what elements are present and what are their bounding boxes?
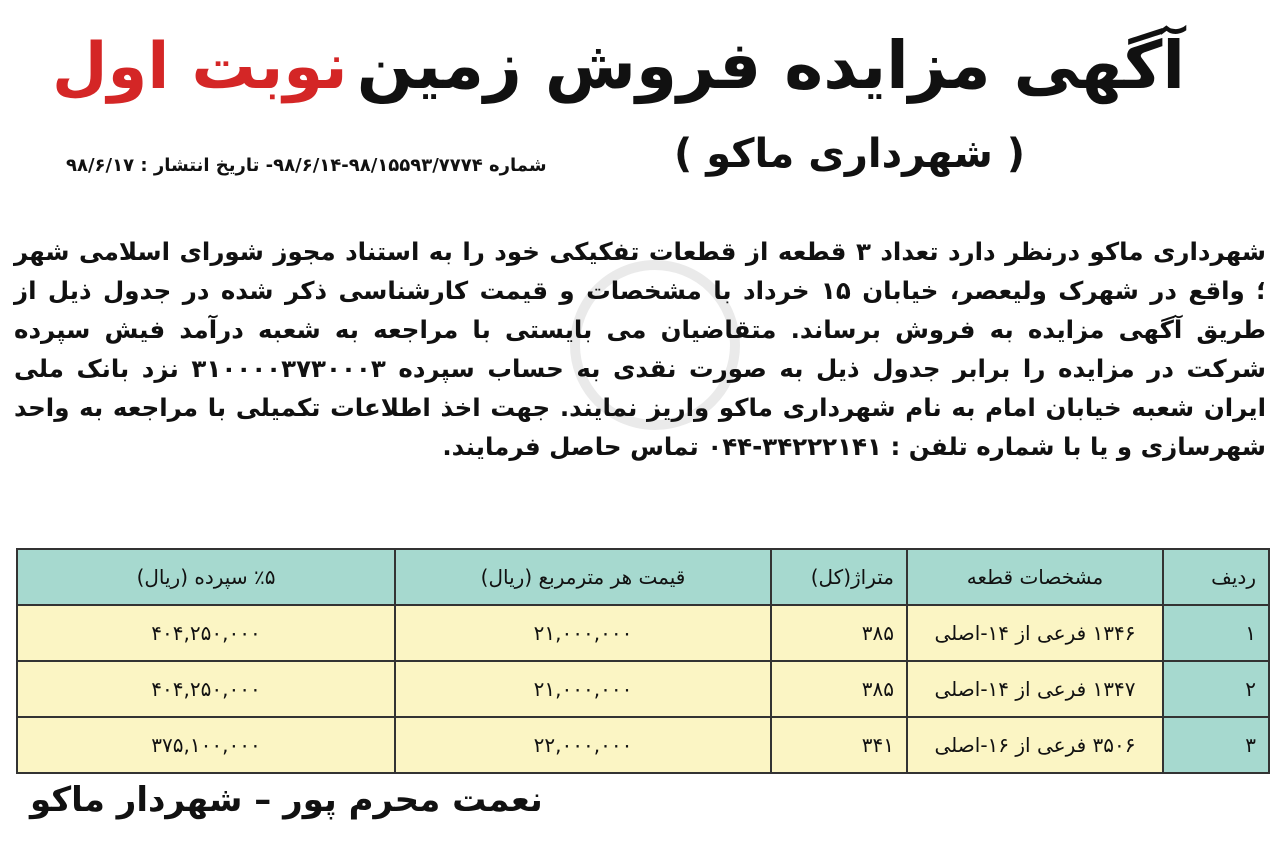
cell-deposit: ۴۰۴,۲۵۰,۰۰۰ [17,605,395,661]
notice-title: آگهی مزایده فروش زمین [356,27,1185,104]
table-header-row [17,549,1269,605]
cell-deposit: ۳۷۵,۱۰۰,۰۰۰ [17,717,395,773]
cell-price: ۲۱,۰۰۰,۰۰۰ [395,605,771,661]
notice-body: شهرداری ماکو درنظر دارد تعداد ۳ قطعه از قطعات تفکیکی خود را به استناد مجوز شورای اسلامی شهر ؛ واقع در شهرک ولیعصر، خیابان ۱۵ خرداد با مشخصات و قیمت کارشناسی ذکر شده در جدول ذیل از طریق آگهی مزایده به فروش برساند. متقاضیان می بایستی با مراجعه به شعبه درآمد فیش سپرده شرکت در مزایده را برابر جدول ذیل به صورت نقدی به حساب سپرده ۳۱۰۰۰۰۳۷۳۰۰۰۳ نزد بانک ملی ایران شعبه خیابان امام به نام شهرداری ماکو واریز نمایند. جهت اخذ اطلاعات تکمیلی با مراجعه به واحد شهرسازی و یا با شماره تلفن : ۳۴۲۲۲۱۴۱-۰۴۴ تماس حاصل فرمایند. [14,237,1266,461]
header-deposit: ٪۵ سپرده (ریال) [17,549,395,605]
header-row-number: ردیف [1163,549,1269,605]
table-row [17,605,1269,661]
header-area: متراژ(کل) [771,549,907,605]
cell-row-number: ۳ [1163,717,1269,773]
table-row [17,661,1269,717]
cell-area: ۳۴۱ [771,717,907,773]
table-row [17,717,1269,773]
cell-area: ۳۸۵ [771,661,907,717]
header-lot-spec: مشخصات قطعه [907,549,1163,605]
mayor-signature: نعمت محرم پور – شهردار ماکو [30,780,543,820]
cell-deposit: ۴۰۴,۲۵۰,۰۰۰ [17,661,395,717]
cell-price: ۲۲,۰۰۰,۰۰۰ [395,717,771,773]
cell-area: ۳۸۵ [771,605,907,661]
notice-issuer: ( شهرداری ماکو ) [673,131,1025,177]
notice-number-date: شماره ۹۸/۱۵۵۹۳/۷۷۷۴-۹۸/۶/۱۴- تاریخ انتشار : ۹۸/۶/۱۷ [66,155,547,176]
cell-lot-spec: ۳۵۰۶ فرعی از ۱۶-اصلی [907,717,1163,773]
cell-row-number: ۱ [1163,605,1269,661]
lots-table [16,548,1270,774]
cell-price: ۲۱,۰۰۰,۰۰۰ [395,661,771,717]
header-price-per-sqm: قیمت هر مترمربع (ریال) [395,549,771,605]
cell-lot-spec: ۱۳۴۷ فرعی از ۱۴-اصلی [907,661,1163,717]
cell-row-number: ۲ [1163,661,1269,717]
notice-round: نوبت اول [52,30,348,104]
cell-lot-spec: ۱۳۴۶ فرعی از ۱۴-اصلی [907,605,1163,661]
